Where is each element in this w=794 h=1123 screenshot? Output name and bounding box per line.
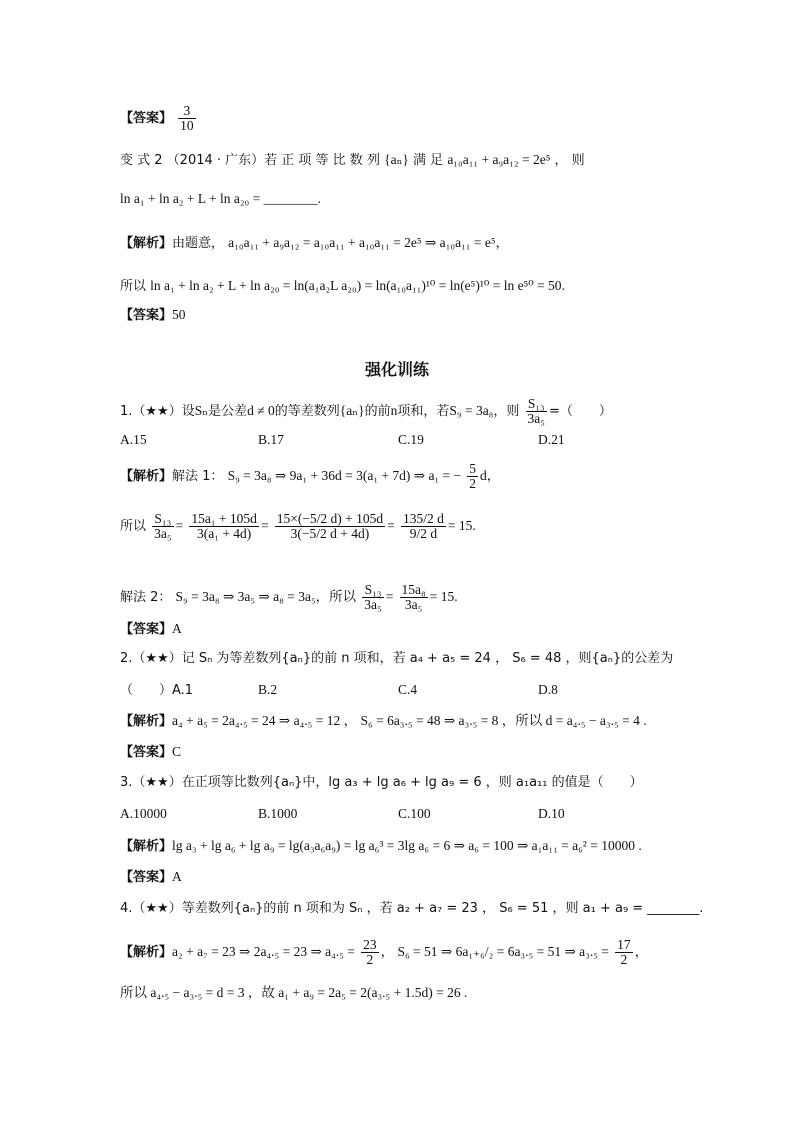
- method1-end: d，: [480, 468, 501, 483]
- answer-tag: 【答案】: [120, 308, 173, 323]
- fraction-denominator: 3(−5/2 d + 4d): [290, 526, 370, 541]
- method2-end: = 15.: [429, 589, 458, 604]
- q1-math3: {aₙ}: [339, 403, 365, 418]
- fraction-numerator: 3: [178, 104, 196, 119]
- fraction-numerator: 135/2 d: [402, 511, 444, 526]
- answer-line-top: [120, 104, 198, 133]
- fraction-numerator: S₁₃: [526, 397, 547, 412]
- q1-stem-b: 是公差: [208, 404, 248, 419]
- q3-analysis-math: lg a₃ + lg a₆ + lg a₉ = lg(a₃a₆a₉) = lg a₆³ = 3lg a₆ = 6 ⇒ a₆ = 100 ⇒ a₁a₁₁ = a₆² = 10000 .: [172, 838, 642, 853]
- q1-option-a: A.15: [120, 432, 147, 447]
- q1-derivation: [120, 512, 476, 541]
- q1-math2: d ≠ 0: [247, 403, 275, 418]
- q2-answer: [120, 743, 181, 762]
- derivation-so: 所以: [120, 519, 147, 534]
- q4-analysis-line2: [120, 984, 467, 1003]
- derivation-frac-1: [152, 512, 173, 541]
- equals-sign: =: [175, 518, 184, 533]
- fraction-numerator: 15×(−5/2 d) + 105d: [276, 511, 384, 526]
- q1-option-b: B.17: [258, 432, 284, 447]
- method1-label: 解法 1：: [172, 469, 224, 484]
- equals-sign: =: [260, 518, 269, 533]
- method1-fraction: [467, 462, 478, 491]
- fraction-denominator: 2: [469, 476, 477, 491]
- analysis-tag: 【解析】: [120, 945, 173, 960]
- fraction-numerator: 15a₈: [401, 582, 426, 597]
- q1-math4: n: [390, 403, 398, 418]
- q2-stem-2: （ ）A.1: [120, 683, 194, 698]
- q2-option-d: D.8: [538, 682, 558, 697]
- variant2-eq: a₁₀a₁₁ + a₉a₁₂ = 2e⁵: [447, 152, 551, 167]
- variant2-end: ， 则: [554, 153, 585, 168]
- fraction-denominator: 3(a₁ + 4d): [197, 526, 252, 541]
- variant2-prefix: 变 式 2 （2014 · 广东）若 正 项 等 比 数 列: [120, 153, 380, 168]
- variant2-stem: [120, 151, 585, 170]
- derivation-frac-3: [275, 512, 385, 541]
- derivation-frac-4: [401, 512, 446, 541]
- q3-stem: 3.（★★）在正项等比数列{aₙ}中，lg a₃ + lg a₆ + lg a₉ = 6 ，则 a₁a₁₁ 的值是（ ）: [120, 775, 643, 790]
- q4-fraction-2: [615, 938, 633, 967]
- q3-option-a: A.10000: [120, 806, 167, 821]
- answer-value: 50: [172, 307, 186, 322]
- q2-option-b: B.2: [258, 682, 278, 697]
- equals-sign: =: [387, 518, 395, 533]
- variant2-mid: 满 足: [413, 153, 444, 168]
- method2-math: S₉ = 3a₈ ⇒ 3a₅ ⇒ a₈ = 3a₅，所以: [175, 589, 357, 604]
- q1-stem-e: 项和，若: [397, 404, 450, 419]
- analysis-tag: 【解析】: [120, 839, 173, 854]
- q1-option-d: D.21: [538, 432, 565, 447]
- q4-analysis: [120, 938, 648, 967]
- variant2-answer: [120, 306, 186, 325]
- method2-frac-1: [362, 583, 383, 612]
- method1-math: S₉ = 3a₈ ⇒ 9a₁ + 36d = 3(a₁ + 7d) ⇒ a₁ = −: [227, 468, 462, 483]
- q1-analysis-method2: [120, 583, 458, 612]
- fraction-numerator: S₁₃: [362, 583, 383, 598]
- fraction-numerator: S₁₃: [152, 512, 173, 527]
- q1-stem-d: 的前: [364, 404, 391, 419]
- q4-analysis-b: ， S₆ = 51 ⇒ 6a₁₊₆/₂ = 6a₃.₅ = 51 ⇒ a₃.₅ =: [380, 944, 609, 959]
- fraction-denominator: 2: [620, 952, 628, 967]
- answer-value: C: [172, 744, 182, 759]
- q4-stem: 4.（★★）等差数列{aₙ}的前 n 项和为 Sₙ ，若 a₂ + a₇ = 23 ， S₆ = 51 ，则 a₁ + a₉ = ________.: [120, 901, 704, 916]
- q2-stem: 2.（★★）记 Sₙ 为等差数列{aₙ}的前 n 项和，若 a₄ + a₅ = 24 ， S₆ = 48 ，则{aₙ}的公差为: [120, 651, 674, 666]
- fraction-denominator: 9/2 d: [409, 526, 438, 541]
- fraction-numerator: 23: [363, 937, 377, 952]
- answer-tag: 【答案】: [120, 111, 173, 126]
- q4-analysis-c: ，: [634, 944, 649, 959]
- fraction-denominator: 10: [180, 118, 194, 133]
- q3-option-c: C.100: [398, 806, 431, 821]
- q1-math5: S₉ = 3a₈: [449, 403, 494, 418]
- q1-stem-f: ，则: [493, 404, 520, 419]
- variant2-analysis-line1: [120, 234, 509, 253]
- q2-option-c: C.4: [398, 682, 418, 697]
- q1-stem: [120, 397, 612, 426]
- variant2-seq: {aₙ}: [384, 152, 409, 167]
- section-title: 强化训练: [364, 360, 429, 379]
- answer-tag: 【答案】: [120, 745, 173, 760]
- fraction-numerator: 15a₁ + 105d: [191, 511, 257, 526]
- q3-option-b: B.1000: [258, 806, 298, 821]
- fraction-denominator: 3a₅: [364, 597, 382, 612]
- analysis-tag: 【解析】: [120, 236, 173, 251]
- q1-option-c: C.19: [398, 432, 424, 447]
- equals-sign: =: [385, 589, 394, 604]
- q1-math1: Sₙ: [194, 403, 209, 418]
- answer-tag: 【答案】: [120, 870, 173, 885]
- derivation-result: = 15.: [447, 518, 476, 533]
- analysis-tag: 【解析】: [120, 714, 173, 729]
- fraction-numerator: 5: [469, 461, 477, 476]
- variant2-analysis-line2: [120, 277, 565, 296]
- variant2-blank-line: ln a₁ + ln a₂ + L + ln a₂₀ = ________.: [120, 191, 322, 206]
- q4-analysis-a: a₂ + a₇ = 23 ⇒ 2a₄.₅ = 23 ⇒ a₄.₅ =: [172, 944, 355, 959]
- method2-label: 解法 2：: [120, 590, 172, 605]
- analysis-tag: 【解析】: [120, 469, 173, 484]
- analysis-math-2: ln a₁ + ln a₂ + L + ln a₂₀ = ln(a₁a₂L a₂₀) = ln(a₁₀a₁₁)¹⁰ = ln(e⁵)¹⁰ = ln e⁵⁰ = 50.: [150, 278, 565, 293]
- q3-option-d: D.10: [538, 806, 565, 821]
- answer-tag: 【答案】: [120, 622, 173, 637]
- q4-analysis-conclusion: 所以 a₄.₅ − a₃.₅ = d = 3 ，故 a₁ + a₉ = 2a₅ = 2(a₃.₅ + 1.5d) = 26 .: [120, 985, 468, 1000]
- analysis-math: a₁₀a₁₁ + a₉a₁₂ = a₁₀a₁₁ + a₁₀a₁₁ = 2e⁵ ⇒ a₁₀a₁₁ = e⁵，: [228, 235, 510, 250]
- answer-fraction: [178, 104, 196, 133]
- q1-fraction: [526, 397, 547, 426]
- answer-value: A: [172, 621, 182, 636]
- q3-analysis: [120, 837, 642, 856]
- fraction-denominator: 3a₅: [404, 597, 423, 612]
- derivation-frac-2: [189, 512, 259, 541]
- q1-stem-g: =（ ）: [549, 404, 612, 419]
- analysis-so: 所以: [120, 279, 147, 294]
- q3-answer: [120, 868, 182, 887]
- q2-analysis: [120, 712, 647, 731]
- q1-stem-c: 的等差数列: [274, 404, 340, 419]
- fraction-numerator: 17: [617, 937, 631, 952]
- fraction-denominator: 3a₅: [154, 526, 172, 541]
- q1-analysis-method1: [120, 462, 500, 491]
- q4-fraction-1: [361, 938, 379, 967]
- q2-analysis-math: a₄ + a₅ = 2a₄.₅ = 24 ⇒ a₄.₅ = 12 ， S₆ = 6a₃.₅ = 48 ⇒ a₃.₅ = 8 ，所以 d = a₄.₅ − a₃.₅ = 4 .: [172, 713, 647, 728]
- q1-stem-a: 1.（★★）设: [120, 404, 195, 419]
- fraction-denominator: 2: [366, 952, 374, 967]
- analysis-text: 由题意，: [172, 236, 225, 251]
- fraction-denominator: 3a₅: [527, 411, 545, 426]
- q1-answer: [120, 620, 182, 639]
- answer-value: A: [172, 869, 182, 884]
- method2-frac-2: [400, 583, 428, 612]
